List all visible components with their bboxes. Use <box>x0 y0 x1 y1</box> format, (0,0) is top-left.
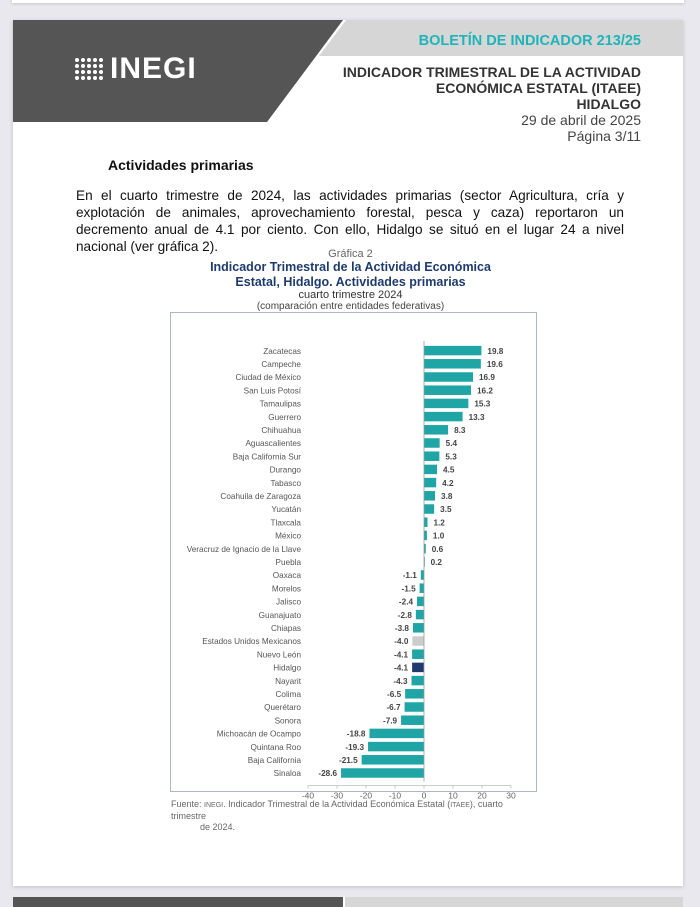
chart-subtitle: cuarto trimestre 2024 <box>298 289 403 301</box>
source-text-b: ), cuarto trimestre <box>171 799 503 821</box>
value-label: 5.4 <box>445 439 458 449</box>
source-text-a: . Indicador Trimestral de la Actividad Económica Estatal ( <box>223 799 451 809</box>
value-label: 0.2 <box>430 558 442 567</box>
category-label: Oaxaca <box>272 571 301 581</box>
bar <box>412 649 424 659</box>
value-label: -18.8 <box>346 729 366 739</box>
category-label: Yucatán <box>271 505 301 515</box>
chart-header <box>163 248 538 312</box>
x-tick-label: 10 <box>448 790 458 801</box>
category-label: Michoacán de Ocampo <box>216 729 301 739</box>
category-label: Puebla <box>275 558 301 567</box>
bar <box>417 597 424 607</box>
source-abbr: ITAEE <box>450 802 470 809</box>
category-label: Tlaxcala <box>270 518 301 528</box>
value-label: 16.9 <box>479 373 495 383</box>
category-label: Campeche <box>261 360 301 369</box>
source-org: INEGI <box>204 802 224 809</box>
category-label: Chihuahua <box>261 426 301 435</box>
bar <box>424 359 481 369</box>
bar <box>424 346 481 356</box>
chart-subtitle-2: (comparación entre entidades federativas) <box>256 301 445 312</box>
category-label: Sinaloa <box>273 769 301 779</box>
category-label: Morelos <box>271 584 301 594</box>
value-label: -4.1 <box>394 663 409 673</box>
document-page <box>13 20 683 886</box>
category-label: Baja California <box>247 756 301 765</box>
x-tick-label: -20 <box>359 790 373 801</box>
bar <box>405 702 424 712</box>
section-title: Actividades primarias <box>108 157 254 173</box>
bulletin-number: BOLETÍN DE INDICADOR 213/25 <box>418 33 641 49</box>
source-text-c: de 2024. <box>200 822 236 832</box>
value-label: 13.3 <box>468 412 485 422</box>
bar <box>424 531 427 541</box>
source-prefix: Fuente: <box>171 799 205 809</box>
value-label: 3.8 <box>441 492 453 501</box>
category-label: Baja California Sur <box>232 452 301 462</box>
chart-label: Gráfica 2 <box>328 248 373 260</box>
chart-source <box>171 799 536 833</box>
bar <box>362 755 424 765</box>
category-label: Nuevo León <box>256 650 301 660</box>
bar <box>424 478 436 488</box>
inegi-logo <box>75 54 197 84</box>
previous-page-edge <box>12 0 684 3</box>
chart-title-line-1: Indicador Trimestral de la Actividad Económica <box>210 260 491 274</box>
title-line-1: INDICADOR TRIMESTRAL DE LA ACTIVIDAD <box>342 64 641 80</box>
value-label: 19.8 <box>487 346 504 356</box>
category-label: Quintana Roo <box>250 742 301 752</box>
state-name: HIDALGO <box>576 96 641 112</box>
bar <box>401 715 424 725</box>
value-label: 15.3 <box>474 399 491 409</box>
bar <box>341 768 424 778</box>
document-title-block <box>343 64 641 144</box>
value-label: -6.5 <box>387 690 402 699</box>
category-label: Veracruz de Ignacio de la Llave <box>186 544 301 554</box>
value-label: -2.8 <box>397 610 412 620</box>
bar <box>424 412 463 422</box>
category-label: Jalisco <box>275 597 301 607</box>
value-label: 1.0 <box>432 531 445 541</box>
value-label: -6.7 <box>386 703 401 713</box>
value-label: -21.5 <box>338 756 358 765</box>
value-label: -19.3 <box>345 742 365 752</box>
value-label: 3.5 <box>440 505 452 515</box>
bar <box>424 451 439 461</box>
x-tick-label: -10 <box>388 790 402 801</box>
x-tick-label: -30 <box>330 790 344 801</box>
value-label: 0.6 <box>431 544 444 554</box>
bar <box>416 610 424 620</box>
logo-dots-icon <box>75 58 104 81</box>
category-label: Hidalgo <box>273 663 301 673</box>
bar <box>412 676 424 686</box>
bar <box>424 438 440 448</box>
value-label: 8.3 <box>454 426 466 435</box>
publication-date: 29 de abril de 2025 <box>521 112 641 128</box>
bar <box>413 623 424 633</box>
category-label: Coahuila de Zaragoza <box>220 492 301 501</box>
value-label: -1.5 <box>401 584 416 594</box>
bar <box>405 689 424 699</box>
bar <box>424 372 473 382</box>
value-label: -4.3 <box>393 676 408 686</box>
next-page-edge <box>13 897 683 907</box>
bar <box>424 385 471 395</box>
bar <box>424 465 437 475</box>
category-label: México <box>275 531 301 541</box>
chart-title-line-2: Estatal, Hidalgo. Actividades primarias <box>235 274 466 289</box>
value-label: 19.6 <box>486 360 503 369</box>
bar <box>421 570 424 580</box>
bar <box>424 517 427 527</box>
x-tick-label: 20 <box>477 790 487 801</box>
x-tick-label: 0 <box>421 790 427 801</box>
category-label: San Luis Potosí <box>243 386 301 396</box>
bar <box>424 399 468 409</box>
bar <box>420 583 424 593</box>
value-label: 4.5 <box>443 465 455 475</box>
category-label: Chiapas <box>270 624 301 633</box>
bar <box>412 663 424 673</box>
category-label: Guerrero <box>268 412 301 422</box>
logo-text: INEGI <box>110 52 197 85</box>
category-label: Colima <box>275 690 301 699</box>
category-label: Sonora <box>274 716 301 726</box>
category-label: Ciudad de México <box>235 373 301 383</box>
bar <box>368 742 424 752</box>
category-label: Tabasco <box>270 478 301 488</box>
category-label: Guanajuato <box>258 610 301 620</box>
value-label: -7.9 <box>382 716 398 726</box>
category-label: Zacatecas <box>263 346 301 356</box>
section-paragraph: En el cuarto trimestre de 2024, las actividades primarias (sector Agricultura, cría y explotación de animales, aprovechamiento forestal, pesca y caza) reportaron un decremento anual de 4.1 por ciento. Con ello, Hidalgo se situó en el lugar 24 a nivel nacional (ver gráfica 2). <box>76 188 624 254</box>
x-tick-label: 30 <box>506 790 516 801</box>
bar <box>424 504 434 514</box>
category-label: Estados Unidos Mexicanos <box>202 637 301 647</box>
bar <box>369 729 424 739</box>
bar <box>424 491 435 501</box>
bar <box>424 425 448 435</box>
value-label: 5.3 <box>445 452 457 462</box>
category-label: Aguascalientes <box>245 439 301 449</box>
page-header <box>13 20 683 144</box>
value-label: -1.1 <box>402 571 417 581</box>
chart-frame <box>170 312 537 801</box>
x-tick-label: -40 <box>301 790 315 801</box>
value-label: 16.2 <box>476 386 493 396</box>
title-line-2: ECONÓMICA ESTATAL (ITAEE) <box>435 80 641 96</box>
value-label: -28.6 <box>318 769 338 779</box>
category-label: Tamaulipas <box>259 399 301 409</box>
bar <box>412 636 424 646</box>
value-label: -2.4 <box>398 597 414 607</box>
value-label: 1.2 <box>433 518 445 528</box>
value-label: -3.8 <box>394 624 409 633</box>
page-number: Página 3/11 <box>567 128 641 144</box>
bar-chart <box>171 313 536 801</box>
category-label: Querétaro <box>264 703 301 713</box>
value-label: -4.0 <box>394 637 409 647</box>
value-label: -4.1 <box>394 650 409 660</box>
category-label: Durango <box>269 465 301 475</box>
category-label: Nayarit <box>275 676 301 686</box>
value-label: 4.2 <box>442 478 454 488</box>
